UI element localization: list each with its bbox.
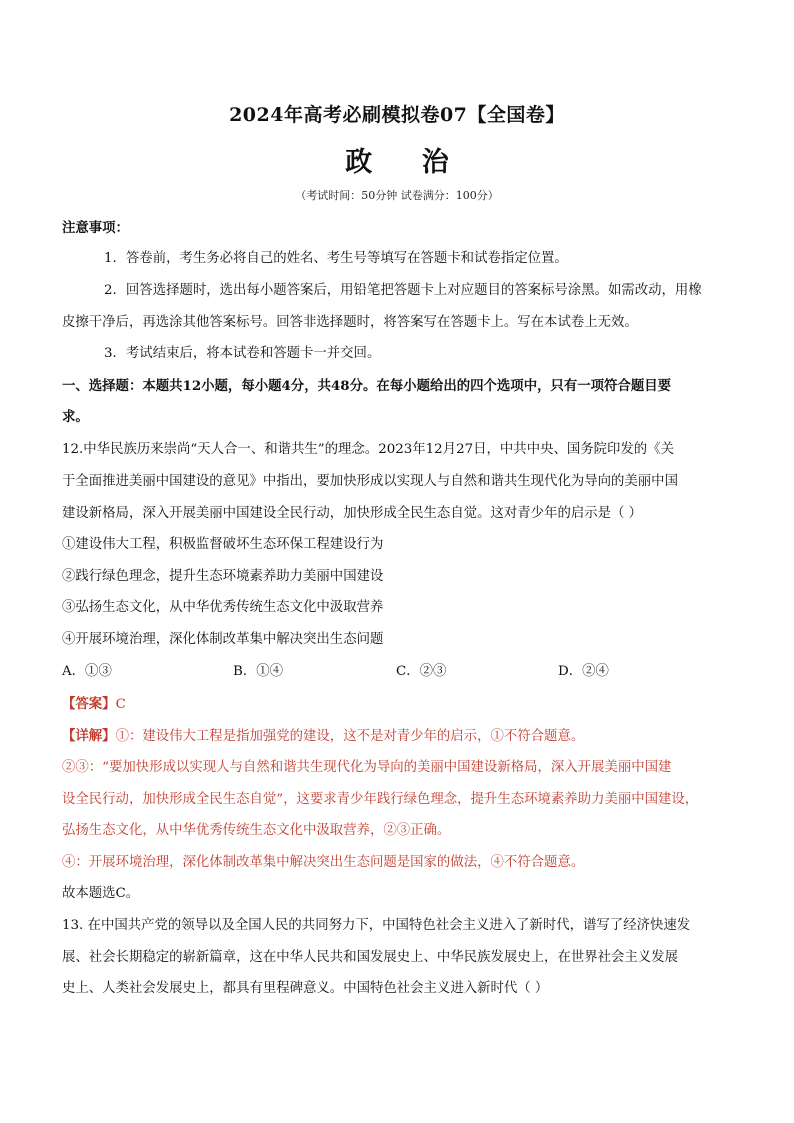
question-stem: 展、社会长期稳定的崭新篇章，这在中华人民共和国发展史上、中华民族发展史上，在世界社会主义发展 — [62, 950, 678, 965]
conclusion: 故本题选C。 — [62, 886, 140, 901]
statement-4: ④开展环境治理，深化体制改革集中解决突出生态问题 — [62, 632, 384, 647]
notes-heading: 注意事项： — [62, 220, 129, 236]
detail-tag: 【详解】 — [62, 728, 116, 744]
statement-1: ①建设伟大工程，积极监督破坏生态环保工程建设行为 — [62, 537, 384, 552]
answer-line — [62, 694, 732, 715]
question-stem: 于全面推进美丽中国建设的意见》中指出，要加快形成以实现人与自然和谐共生现代化为导向的美丽中国 — [62, 474, 678, 489]
question-stem: 12.中华民族历来崇尚“天人合一、和谐共生”的理念。2023年12月27日，中共中央、国务院印发的《关 — [62, 442, 674, 457]
detail-line — [62, 726, 732, 747]
detail-text: ④：开展环境治理，深化体制改革集中解决突出生态问题是国家的做法，④不符合题意。 — [62, 855, 585, 870]
subject-title: 政 治 — [345, 147, 469, 178]
statement-2: ②践行绿色理念，提升生态环境素养助力美丽中国建设 — [62, 569, 384, 584]
detail-text: 设全民行动，加快形成全民生态自觉”，这要求青少年践行绿色理念，提升生态环境素养助力美丽中国建设， — [62, 792, 699, 807]
option-a: A．①③ — [62, 664, 112, 679]
note-item: 皮擦干净后，再选涂其他答案标号。回答非选择题时，将答案写在答题卡上。写在本试卷上无效。 — [62, 315, 638, 330]
answer-value: C — [115, 697, 126, 712]
detail-text: 弘扬生态文化，从中华优秀传统生态文化中汲取营养，②③正确。 — [62, 823, 451, 838]
option-c: C．②③ — [396, 664, 447, 679]
question-stem: 建设新格局，深入开展美丽中国建设全民行动，加快形成全民生态自觉。这对青少年的启示是（ ） — [62, 506, 643, 521]
note-item: 2．回答选择题时，选出每小题答案后，用铅笔把答题卡上对应题目的答案标号涂黑。如需改动，用橡 — [104, 283, 702, 298]
question-stem: 13. 在中国共产党的领导以及全国人民的共同努力下，中国特色社会主义进入了新时代，谱写了经济快速发 — [62, 918, 691, 933]
note-item: 3．考试结束后，将本试卷和答题卡一并交回。 — [104, 346, 381, 361]
option-d: D．②④ — [558, 664, 609, 679]
section-heading-cont: 求。 — [62, 409, 89, 425]
note-item: 1．答卷前，考生务必将自己的姓名、考生号等填写在答题卡和试卷指定位置。 — [104, 251, 568, 266]
answer-tag: 【答案】 — [62, 696, 116, 712]
section-heading: 一、选择题：本题共12小题，每小题4分，共48分。在每小题给出的四个选项中，只有一项符合题目要 — [62, 378, 671, 394]
detail-text: ②③：“要加快形成以实现人与自然和谐共生现代化为导向的美丽中国建设新格局，深入开展美丽中国建 — [62, 760, 672, 775]
statement-3: ③弘扬生态文化，从中华优秀传统生态文化中汲取营养 — [62, 600, 384, 615]
exam-info: （考试时间：50分钟 试卷满分：100分） — [295, 189, 499, 202]
option-b: B．①④ — [233, 664, 284, 679]
question-stem: 史上、人类社会发展史上，都具有里程碑意义。中国特色社会主义进入新时代（ ） — [62, 981, 549, 996]
exam-title: 2024年高考必刷模拟卷07【全国卷】 — [229, 104, 565, 126]
detail-text: ①：建设伟大工程是指加强党的建设，这不是对青少年的启示，①不符合题意。 — [115, 729, 585, 744]
